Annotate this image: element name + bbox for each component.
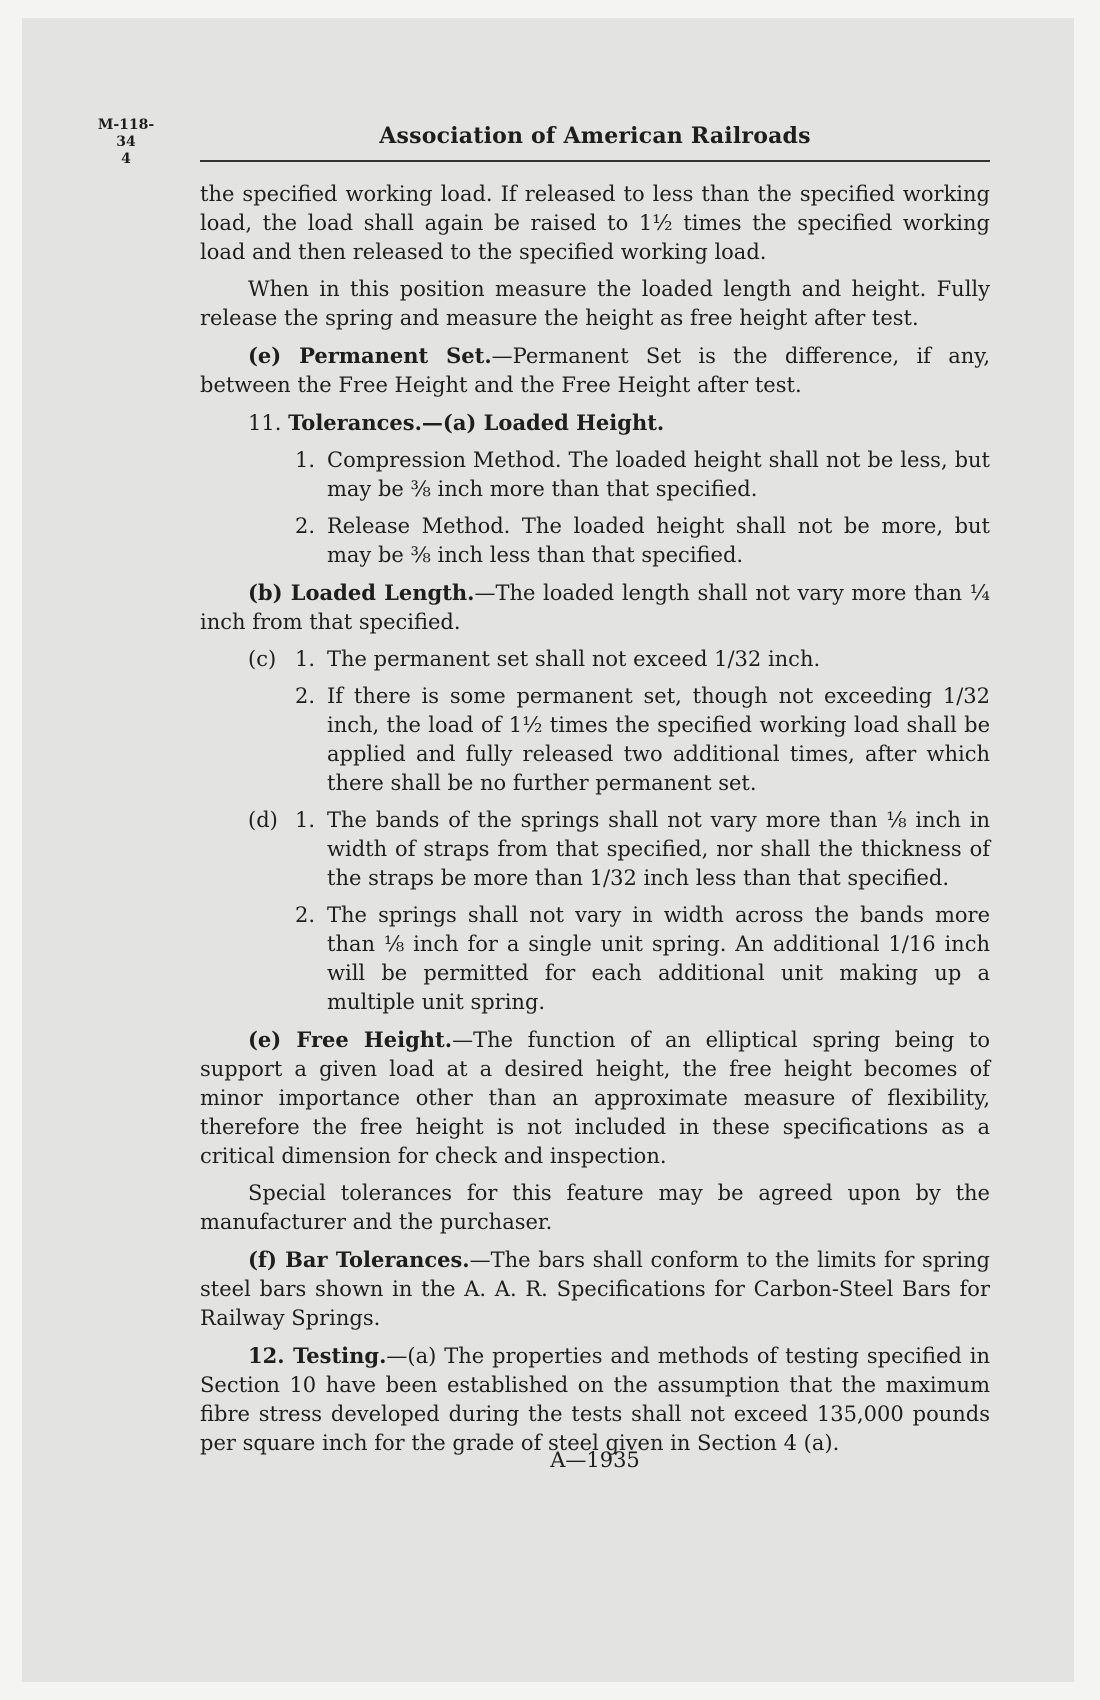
- item-c1: [200, 645, 990, 674]
- running-header: Association of American Railroads: [379, 123, 811, 149]
- bar-tolerances-text: —The bars shall conform to the limits for spring steel bars shown in the A. A. R. Specifications for Carbon-Steel Bars for Railway Springs.: [200, 1248, 991, 1330]
- section-11-title: Tolerances.—(a) Loaded Height.: [288, 410, 665, 435]
- item-c-label: (c): [248, 647, 277, 671]
- paragraph-bar-tolerances: [200, 1245, 990, 1333]
- item-c1-number: 1.: [295, 647, 316, 671]
- item-a2: [200, 512, 990, 570]
- paragraph-continued: the specified working load. If released to less than the specified working load, the load shall again be raised to 1½ times the specified working load and then released to the specified working load.: [200, 182, 990, 264]
- loaded-length-label: (b) Loaded Length.: [248, 580, 475, 605]
- section-11-number: 11.: [248, 411, 282, 435]
- page-number: 4: [121, 151, 131, 167]
- item-a2-number: 2.: [295, 514, 316, 538]
- paragraph-permanent-set: [200, 341, 990, 400]
- item-a1: [200, 446, 990, 504]
- loaded-length-text: —The loaded length shall not vary more than ¼ inch from that specified.: [200, 581, 990, 634]
- page-number-block: [96, 117, 156, 168]
- item-d2-text: The springs shall not vary in width across the bands more than ⅛ inch for a single unit spring. An additional 1/16 inch will be permitted for each additional unit making up a multiple unit spring.: [327, 903, 990, 1014]
- header-rule: [200, 160, 990, 162]
- item-d-label: (d): [248, 808, 278, 832]
- free-height-label: (e) Free Height.: [248, 1027, 453, 1052]
- document-number: M-118-34: [97, 117, 155, 150]
- paragraph-measure: When in this position measure the loaded length and height. Fully release the spring and measure the height as free height after test.: [200, 277, 990, 330]
- permanent-set-text: —Permanent Set is the difference, if any, between the Free Height and the Free Height after test.: [200, 344, 990, 397]
- footer-issue: A—1935: [550, 1448, 640, 1472]
- item-d2: [200, 901, 990, 1017]
- item-d1: [200, 806, 990, 893]
- permanent-set-label: (e) Permanent Set.: [248, 343, 492, 368]
- paragraph-special-tolerances: Special tolerances for this feature may be agreed upon by the manufacturer and the purchaser.: [200, 1181, 990, 1234]
- item-c1-text: The permanent set shall not exceed 1/32 inch.: [327, 647, 821, 671]
- item-d2-number: 2.: [295, 903, 316, 927]
- testing-label: 12. Testing.: [248, 1343, 387, 1368]
- section-11-heading: [200, 408, 990, 438]
- item-c2-text: If there is some permanent set, though not exceeding 1/32 inch, the load of 1½ times the specified working load shall be applied and fully released two additional times, after which there shall be no further permanent set.: [327, 684, 990, 795]
- paragraph-testing: [200, 1341, 990, 1458]
- item-a1-number: 1.: [295, 448, 316, 472]
- item-c2-number: 2.: [295, 684, 316, 708]
- item-d1-number: 1.: [295, 808, 316, 832]
- item-a2-text: Release Method. The loaded height shall not be more, but may be ⅜ inch less than that specified.: [327, 514, 990, 567]
- item-d1-text: The bands of the springs shall not vary more than ⅛ inch in width of straps from that specified, nor shall the thickness of the straps be more than 1/32 inch less than that specified.: [327, 808, 990, 890]
- paragraph-free-height: [200, 1025, 990, 1171]
- body-text: [200, 180, 990, 1466]
- item-c2: [200, 682, 990, 798]
- paragraph-loaded-length: [200, 578, 990, 637]
- bar-tolerances-label: (f) Bar Tolerances.: [248, 1247, 470, 1272]
- testing-text: —(a) The properties and methods of testing specified in Section 10 have been established on the assumption that the maximum fibre stress developed during the tests shall not exceed 135,000 pounds per square inch for the grade of steel given in Section 4 (a).: [200, 1344, 990, 1455]
- free-height-text: —The function of an elliptical spring being to support a given load at a desired height, the free height becomes of minor importance other than an approximate measure of flexibility, therefore the free height is not included in these specifications as a critical dimension for check and inspection.: [200, 1028, 990, 1168]
- item-a1-text: Compression Method. The loaded height shall not be less, but may be ⅜ inch more than that specified.: [327, 448, 990, 501]
